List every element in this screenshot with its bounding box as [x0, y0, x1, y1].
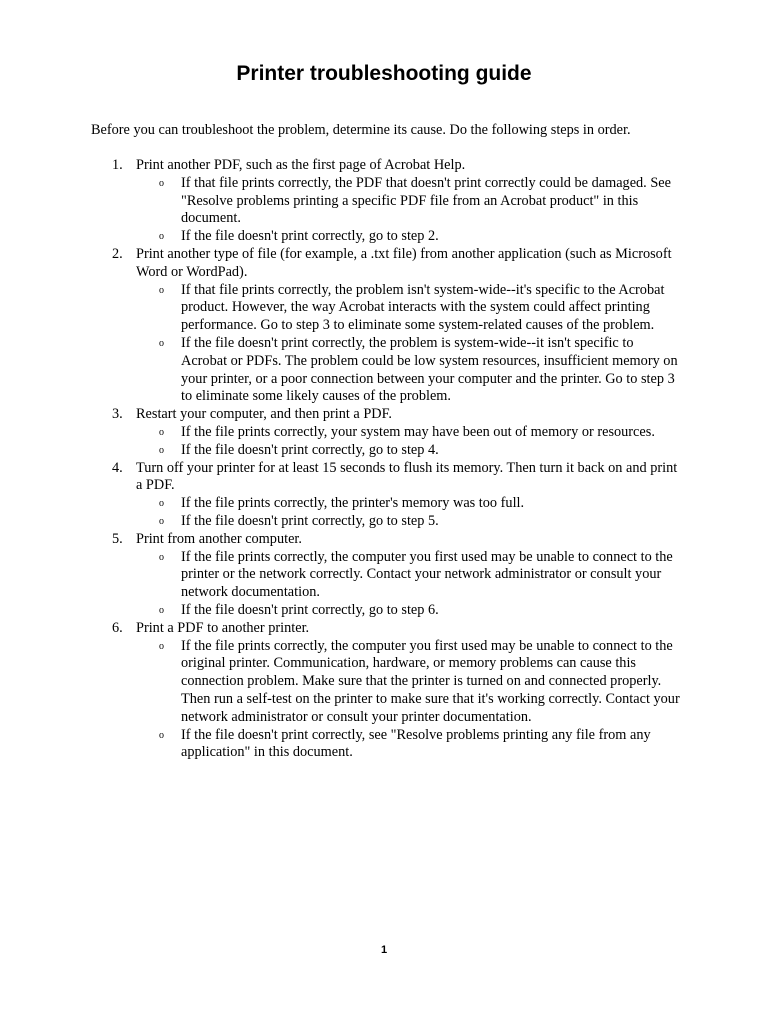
sub-item [159, 174, 681, 228]
step-item [0, 531, 681, 620]
sub-item-text: If the file doesn't print correctly, the problem is system-wide--it isn't specific to Acrobat or PDFs. The problem could be low system resources, insufficient memory on your printer, or a poor connection between your computer and the printer. Go to step 3 to eliminate some likely causes of the problem. [181, 334, 678, 405]
bullet-icon: o [159, 551, 164, 563]
step-item [0, 460, 681, 531]
sub-item-text: If that file prints correctly, the PDF that doesn't print correctly could be damaged. See "Resolve problems printing a specific PDF file from an Acrobat product" in this document. [181, 174, 671, 227]
step-number: 2. [112, 245, 123, 262]
step-text: Print from another computer. [136, 530, 302, 547]
sub-item-text: If the file prints correctly, the printer's memory was too full. [181, 495, 525, 512]
step-number: 5. [112, 530, 123, 547]
step-number: 6. [112, 619, 123, 636]
step-item [0, 620, 681, 762]
sub-item-text: If the file prints correctly, your system may have been out of memory or resources. [181, 423, 655, 440]
bullet-icon: o [159, 515, 164, 527]
sub-item [159, 423, 681, 442]
bullet-icon: o [159, 426, 164, 438]
document-title: Printer troubleshooting guide [236, 62, 532, 85]
step-text: Print another type of file (for example, a .txt file) from another application (such as Microsoft Word or WordPad). [136, 245, 672, 280]
sub-item-text: If the file doesn't print correctly, go to step 2. [181, 228, 439, 245]
sub-item [159, 495, 681, 513]
step-text: Turn off your printer for at least 15 seconds to flush its memory. Then turn it back on and print a PDF. [136, 459, 678, 494]
sub-item [159, 726, 681, 763]
sub-item-text: If the file doesn't print correctly, see "Resolve problems printing any file from any application" in this document. [181, 726, 651, 761]
step-number: 3. [112, 406, 123, 423]
bullet-icon: o [159, 337, 164, 349]
sub-item [159, 441, 681, 460]
page-number: 1 [380, 944, 388, 956]
sub-item [159, 334, 681, 406]
bullet-icon: o [159, 444, 164, 456]
sub-list [136, 638, 681, 763]
step-number: 1. [112, 157, 123, 173]
step-text: Print another PDF, such as the first page of Acrobat Help. [136, 157, 466, 173]
steps-list [0, 157, 768, 762]
sub-item [159, 512, 681, 531]
bullet-icon: o [159, 498, 164, 510]
step-item [0, 157, 681, 246]
sub-item [159, 637, 681, 727]
bullet-icon: o [159, 177, 164, 189]
sub-item [159, 228, 681, 246]
sub-list [136, 424, 681, 460]
sub-list [136, 282, 681, 407]
sub-item-text: If the file doesn't print correctly, go to step 5. [181, 512, 439, 529]
sub-item-text: If that file prints correctly, the problem isn't system-wide--it's specific to the Acrobat product. However, the way Acrobat interacts with the system could affect printing performance. Go to step 3 to eliminate some system-related causes of the problem. [181, 281, 665, 334]
sub-item-text: If the file doesn't print correctly, go to step 4. [181, 441, 439, 458]
bullet-icon: o [159, 604, 164, 616]
bullet-icon: o [159, 729, 164, 741]
sub-item [159, 601, 681, 620]
bullet-icon: o [159, 231, 164, 243]
sub-item [159, 548, 681, 602]
step-number: 4. [112, 459, 123, 476]
intro-paragraph: Before you can troubleshoot the problem, determine its cause. Do the following steps in order. [91, 122, 631, 138]
sub-item [159, 281, 681, 335]
sub-item-text: If the file prints correctly, the computer you first used may be unable to connect to the original printer. Communication, hardware, or memory problems can cause this connection problem. Make sure that the printer is turned on and connected properly. Then run a self-test on the printer to make sure that it's working correctly. Contact your network administrator or consult your printer documentation. [181, 637, 680, 725]
step-item [0, 406, 681, 459]
sub-list [136, 549, 681, 620]
sub-item-text: If the file prints correctly, the computer you first used may be unable to connect to the printer or the network correctly. Contact your network administrator or consult your network documentation. [181, 548, 673, 601]
step-text: Print a PDF to another printer. [136, 619, 310, 636]
bullet-icon: o [159, 640, 164, 652]
sub-list [136, 495, 681, 531]
step-item [0, 246, 681, 406]
sub-list [136, 175, 681, 246]
step-text: Restart your computer, and then print a PDF. [136, 406, 392, 423]
bullet-icon: o [159, 284, 164, 296]
sub-item-text: If the file doesn't print correctly, go to step 6. [181, 601, 439, 618]
